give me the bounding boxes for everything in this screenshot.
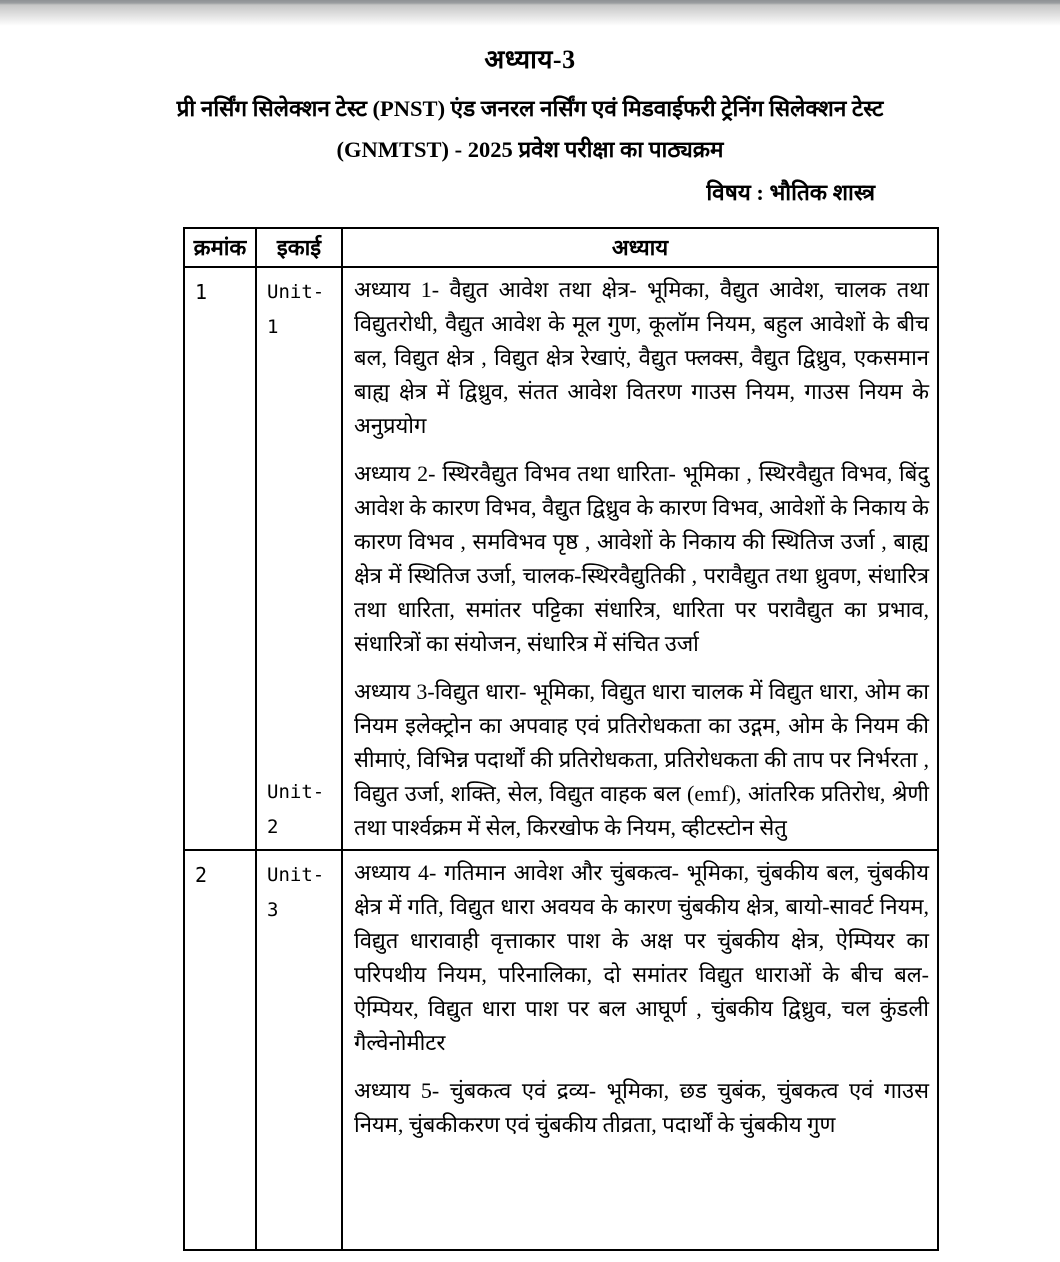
unit-label: Unit-3 <box>267 864 325 921</box>
unit-cell <box>256 267 342 850</box>
unit-cell <box>256 850 342 1250</box>
table-row <box>184 267 938 850</box>
page-title: अध्याय-3 <box>484 45 576 74</box>
chapter-paragraph: अध्याय 2- स्थिरवैद्युत विभव तथा धारिता- भूमिका , स्थिरवैद्युत विभव, बिंदु आवेश के कारण विभव, वैद्युत द्विध्रुव के कारण विभव, आवेशों के निकाय के कारण विभव , समविभव पृष्ठ , आवेशों के निकाय की स्थितिज उर्जा , बाह्य क्षेत्र में स्थितिज उर्जा, चालक-स्थिरवैद्युतिकी , परावैद्युत तथा ध्रुवण, संधारित्र तथा धारिता, समांतर पट्टिका संधारित्र, धारिता पर परावैद्युत का प्रभाव, संधारित्रों का संयोजन, संधारित्र में संचित उर्जा <box>354 461 929 656</box>
exam-title-line1: प्री नर्सिंग सिलेक्शन टेस्ट (PNST) एंड जनरल नर्सिंग एवं मिडवाईफरी ट्रेनिंग सिलेक्शन टेस्ट <box>176 96 884 121</box>
exam-title-line2: (GNMTST) - 2025 प्रवेश परीक्षा का पाठ्यक्रम <box>336 137 724 162</box>
chapter-cell <box>342 267 938 850</box>
subject-label: विषय : भौतिक शास्त्र <box>706 180 875 205</box>
serial-number: 2 <box>184 850 256 1250</box>
chapter-cell <box>342 850 938 1250</box>
chapter-paragraph: अध्याय 5- चुंबकत्व एवं द्रव्य- भूमिका, छड चुबंक, चुंबकत्व एवं गाउस नियम, चुंबकीकरण एवं चुंबकीय तीव्रता, पदार्थों के चुंबकीय गुण <box>354 1078 929 1137</box>
column-header-chapter: अध्याय <box>342 228 938 267</box>
unit-label: Unit-1 <box>267 281 325 338</box>
serial-number: 1 <box>184 267 256 850</box>
column-header-unit: इकाई <box>256 228 342 267</box>
syllabus-table <box>183 227 939 1251</box>
table-header-row <box>184 228 938 267</box>
chapter-paragraph: अध्याय 4- गतिमान आवेश और चुंबकत्व- भूमिका, चुंबकीय बल, चुंबकीय क्षेत्र में गति, विद्युत धारा अवयव के कारण चुंबकीय क्षेत्र, बायो-सावर्ट नियम, विद्युत धारावाही वृत्ताकार पाश के अक्ष पर चुंबकीय क्षेत्र, ऐम्पियर का परिपथीय नियम, परिनालिका, दो समांतर विद्युत धाराओं के बीच बल- ऐम्पियर, विद्युत धारा पाश पर बल आघूर्ण , चुंबकीय द्विध्रुव, चल कुंडली गैल्वेनोमीटर <box>354 860 929 1055</box>
column-header-serial: क्रमांक <box>184 228 256 267</box>
chapter-paragraph: अध्याय 1- वैद्युत आवेश तथा क्षेत्र- भूमिका, वैद्युत आवेश, चालक तथा विद्युतरोधी, वैद्युत आवेश के मूल गुण, कूलॉम नियम, बहुल आवेशों के बीच बल, विद्युत क्षेत्र , विद्युत क्षेत्र रेखाएं, वैद्युत फ्लक्स, वैद्युत द्विध्रुव, एकसमान बाह्य क्षेत्र में द्विध्रुव, संतत आवेश वितरण गाउस नियम, गाउस नियम के अनुप्रयोग <box>354 277 929 438</box>
page-top-shadow <box>0 0 1060 26</box>
chapter-paragraph: अध्याय 3-विद्युत धारा- भूमिका, विद्युत धारा चालक में विद्युत धारा, ओम का नियम इलेक्ट्रोन का अपवाह एवं प्रतिरोधकता का उद्गम, ओम के नियम की सीमाएं, विभिन्न पदार्थों की प्रतिरोधकता, प्रतिरोधकता की ताप पर निर्भरता , विद्युत उर्जा, शक्ति, सेल, विद्युत वाहक बल (emf), आंतरिक प्रतिरोध, श्रेणी तथा पार्श्वक्रम में सेल, किरखोफ के नियम, व्हीटस्टोन सेतु <box>354 679 929 840</box>
unit-label: Unit-2 <box>267 781 325 838</box>
table-row <box>184 850 938 1250</box>
